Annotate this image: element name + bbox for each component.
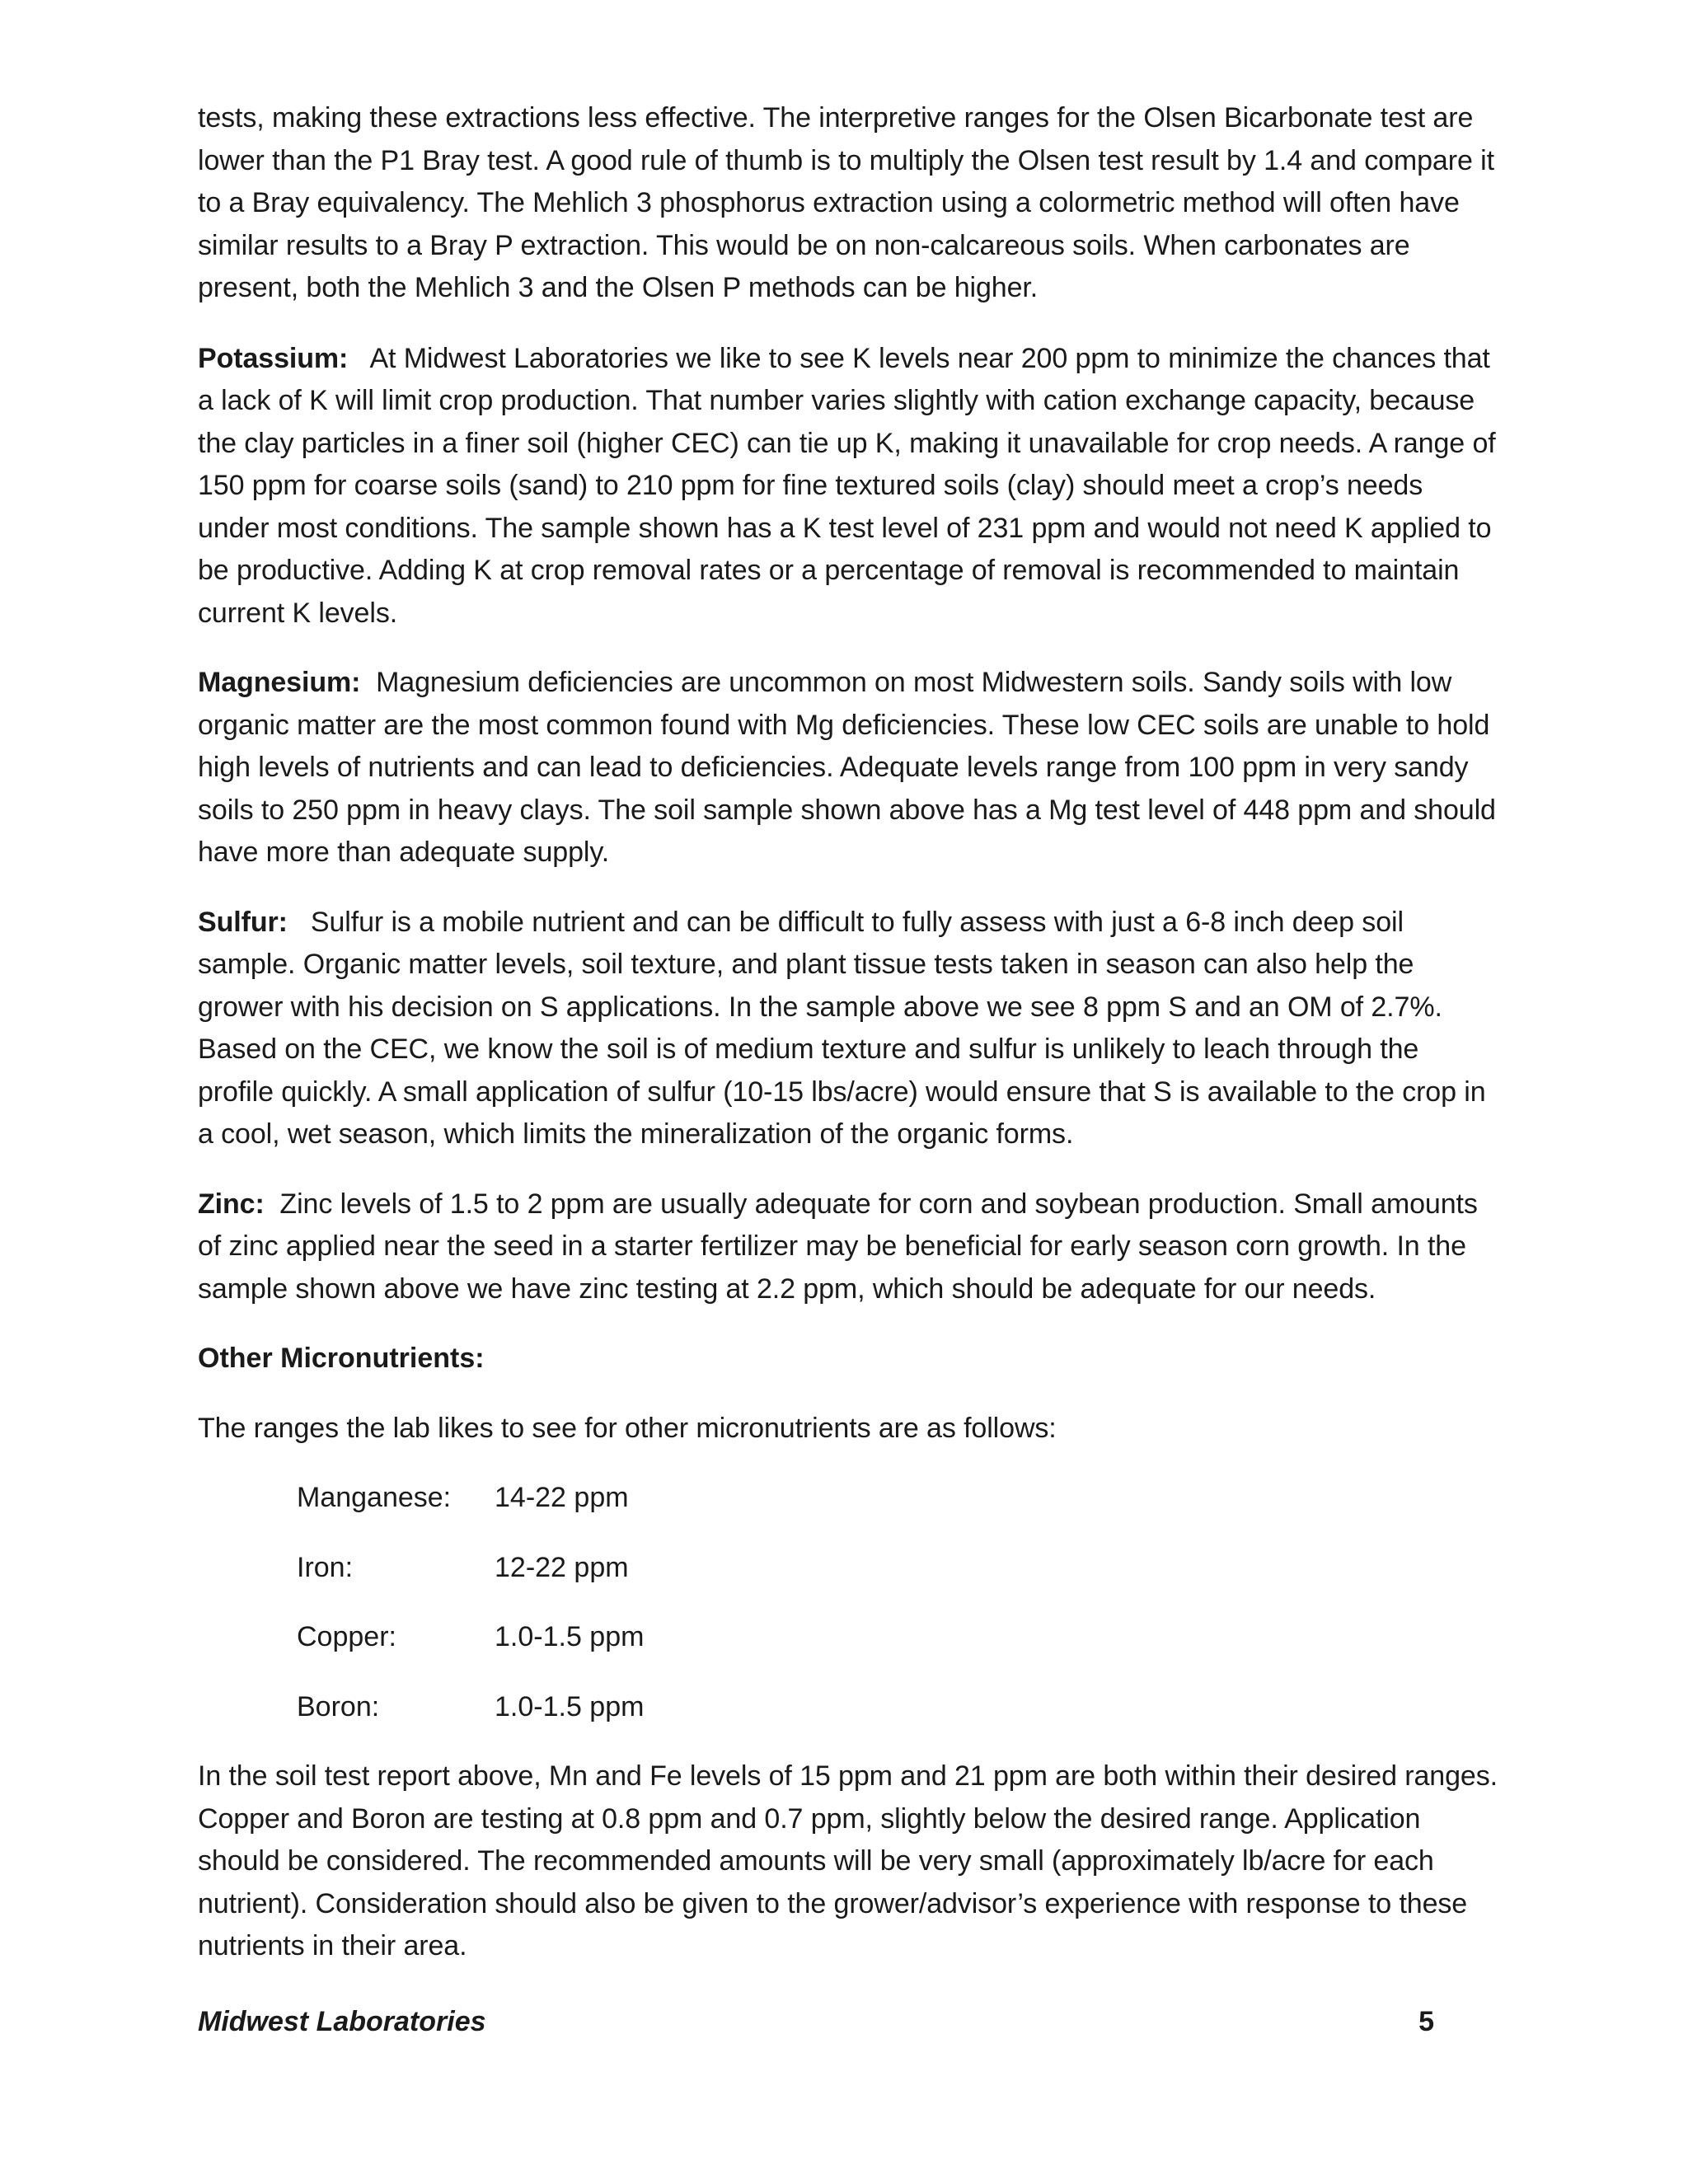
zinc-label: Zinc:	[198, 1188, 265, 1220]
potassium-text: At Midwest Laboratories we like to see K levels near 200 ppm to minimize the chances that a lack of K will limit crop production. That number varies slightly with cation exchange capacity, because the clay particles in a finer soil (higher CEC) can tie up K, making it unavailable for crop needs. A range of 150 ppm for coarse soils (sand) to 210 ppm for fine textured soils (clay) should meet a crop’s needs under most conditions. The sample shown has a K test level of 231 ppm and would not need K applied to be productive. Adding K at crop removal rates or a percentage of removal is recommended to maintain current K levels.	[198, 342, 1496, 629]
intro-paragraph: tests, making these extractions less effective. The interpretive ranges for the Olsen Bicarbonate test are lower than the P1 Bray test. A good rule of thumb is to multiply the Olsen test result by 1.4 and compare it to a Bray equivalency. The Mehlich 3 phosphorus extraction using a colormetric method will often have similar results to a Bray P extraction. This would be on non-calcareous soils. When carbonates are present, both the Mehlich 3 and the Olsen P methods can be higher.	[198, 102, 1494, 303]
range-row-boron	[297, 1686, 1500, 1729]
range-value: 12-22 ppm	[495, 1551, 629, 1583]
range-name: Copper:	[297, 1621, 396, 1652]
closing-paragraph: In the soil test report above, Mn and Fe levels of 15 ppm and 21 ppm are both within their desired ranges. Copper and Boron are testing at 0.8 ppm and 0.7 ppm, slightly below the desired range. Application should be considered. The recommended amounts will be very small (approximately lb/acre for each nutrient). Consideration should also be given to the grower/advisor’s experience with response to these nutrients in their area.	[198, 1760, 1498, 1961]
range-value: 1.0-1.5 ppm	[495, 1621, 645, 1652]
range-row-manganese	[297, 1477, 1500, 1520]
range-value: 14-22 ppm	[495, 1482, 629, 1513]
sulfur-paragraph	[198, 902, 1500, 1156]
zinc-paragraph	[198, 1183, 1500, 1311]
other-micronutrients-heading: Other Micronutrients:	[198, 1343, 485, 1374]
magnesium-text: Magnesium deficiencies are uncommon on most Midwestern soils. Sandy soils with low organic matter are the most common found with Mg deficiencies. These low CEC soils are unable to hold high levels of nutrients and can lead to deficiencies. Adequate levels range from 100 ppm in very sandy soils to 250 ppm in heavy clays. The soil sample shown above has a Mg test level of 448 ppm and should have more than adequate supply.	[198, 667, 1496, 868]
document-body	[198, 97, 1500, 1995]
range-row-iron	[297, 1547, 1500, 1590]
ranges-intro: The ranges the lab likes to see for other micronutrients are as follows:	[198, 1412, 1057, 1444]
range-value: 1.0-1.5 ppm	[495, 1690, 645, 1722]
magnesium-label: Magnesium:	[198, 667, 361, 698]
range-row-copper	[297, 1616, 1500, 1659]
range-name: Iron:	[297, 1551, 354, 1583]
page-footer	[198, 2001, 1434, 2043]
range-name: Boron:	[297, 1690, 380, 1722]
page-number: 5	[1418, 2006, 1434, 2037]
potassium-label: Potassium:	[198, 342, 349, 374]
footer-brand: Midwest Laboratories	[198, 2006, 486, 2037]
sulfur-text: Sulfur is a mobile nutrient and can be difficult to fully assess with just a 6-8 inch deep soil sample. Organic matter levels, soil texture, and plant tissue tests taken in season can also help the grower with his decision on S applications. In the sample above we see 8 ppm S and an OM of 2.7%. Based on the CEC, we know the soil is of medium texture and sulfur is unlikely to leach through the profile quickly. A small application of sulfur (10-15 lbs/acre) would ensure that S is available to the crop in a cool, wet season, which limits the mineralization of the organic forms.	[198, 906, 1486, 1150]
magnesium-paragraph	[198, 662, 1500, 874]
zinc-text: Zinc levels of 1.5 to 2 ppm are usually adequate for corn and soybean production. Small amounts of zinc applied near the seed in a starter fertilizer may be beneficial for early season corn growth. In the sample shown above we have zinc testing at 2.2 ppm, which should be adequate for our needs.	[198, 1188, 1478, 1305]
potassium-paragraph	[198, 338, 1500, 635]
sulfur-label: Sulfur:	[198, 906, 288, 938]
micronutrient-ranges-list	[297, 1477, 1500, 1728]
range-name: Manganese:	[297, 1482, 452, 1513]
